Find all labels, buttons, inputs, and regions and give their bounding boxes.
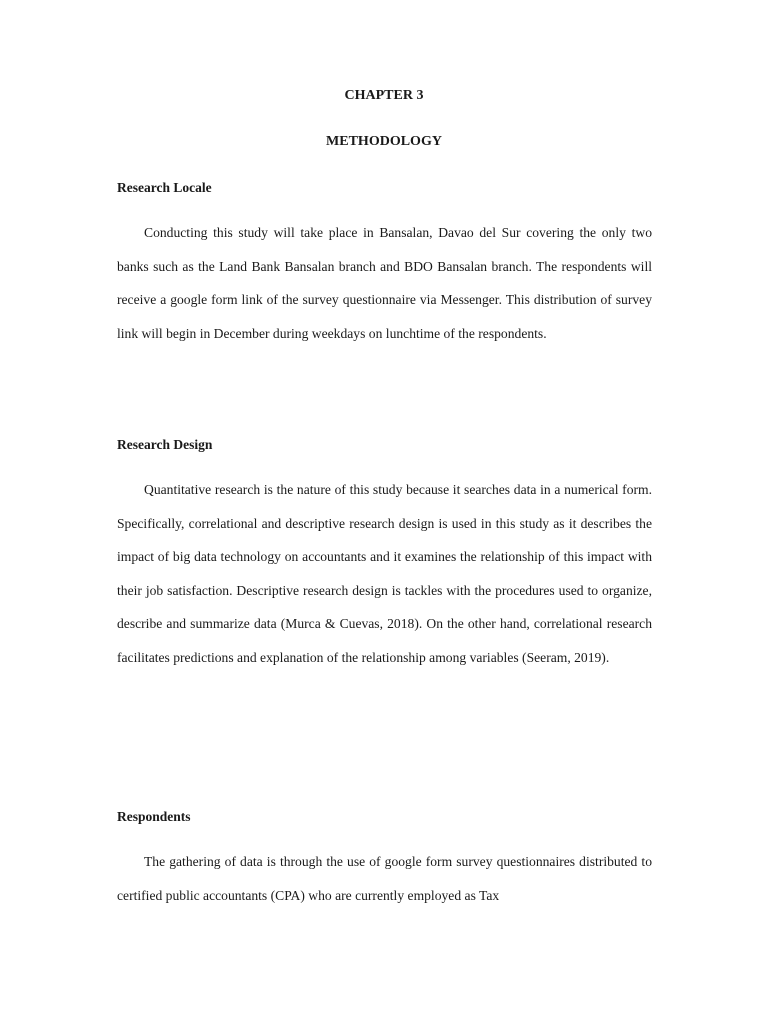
chapter-title: METHODOLOGY <box>326 134 442 149</box>
section-heading-research-design: Research Design <box>117 437 213 452</box>
paragraph-research-locale: Conducting this study will take place in Bansalan, Davao del Sur covering the only two banks such as the Land Bank Bansalan branch and BDO Bansalan branch. The respondents will receive a google form link of the survey questionnaire via Messenger. This distribution of survey link will begin in December during weekdays on lunchtime of the respondents. <box>117 225 652 341</box>
section-heading-respondents: Respondents <box>117 809 191 824</box>
paragraph-respondents: The gathering of data is through the use of google form survey questionnaires distributed to certified public accountants (CPA) who are currently employed as Tax <box>117 854 652 903</box>
chapter-label: CHAPTER 3 <box>344 88 424 103</box>
paragraph-research-design: Quantitative research is the nature of this study because it searches data in a numerical form. Specifically, correlational and descriptive research design is used in this study as it describes the impact of big data technology on accountants and it examines the relationship of this impact with their job satisfaction. Descriptive research design is tackles with the procedures used to organize, describe and summarize data (Murca & Cuevas, 2018). On the other hand, correlational research facilitates predictions and explanation of the relationship among variables (Seeram, 2019). <box>117 482 652 665</box>
section-heading-research-locale: Research Locale <box>117 180 212 195</box>
